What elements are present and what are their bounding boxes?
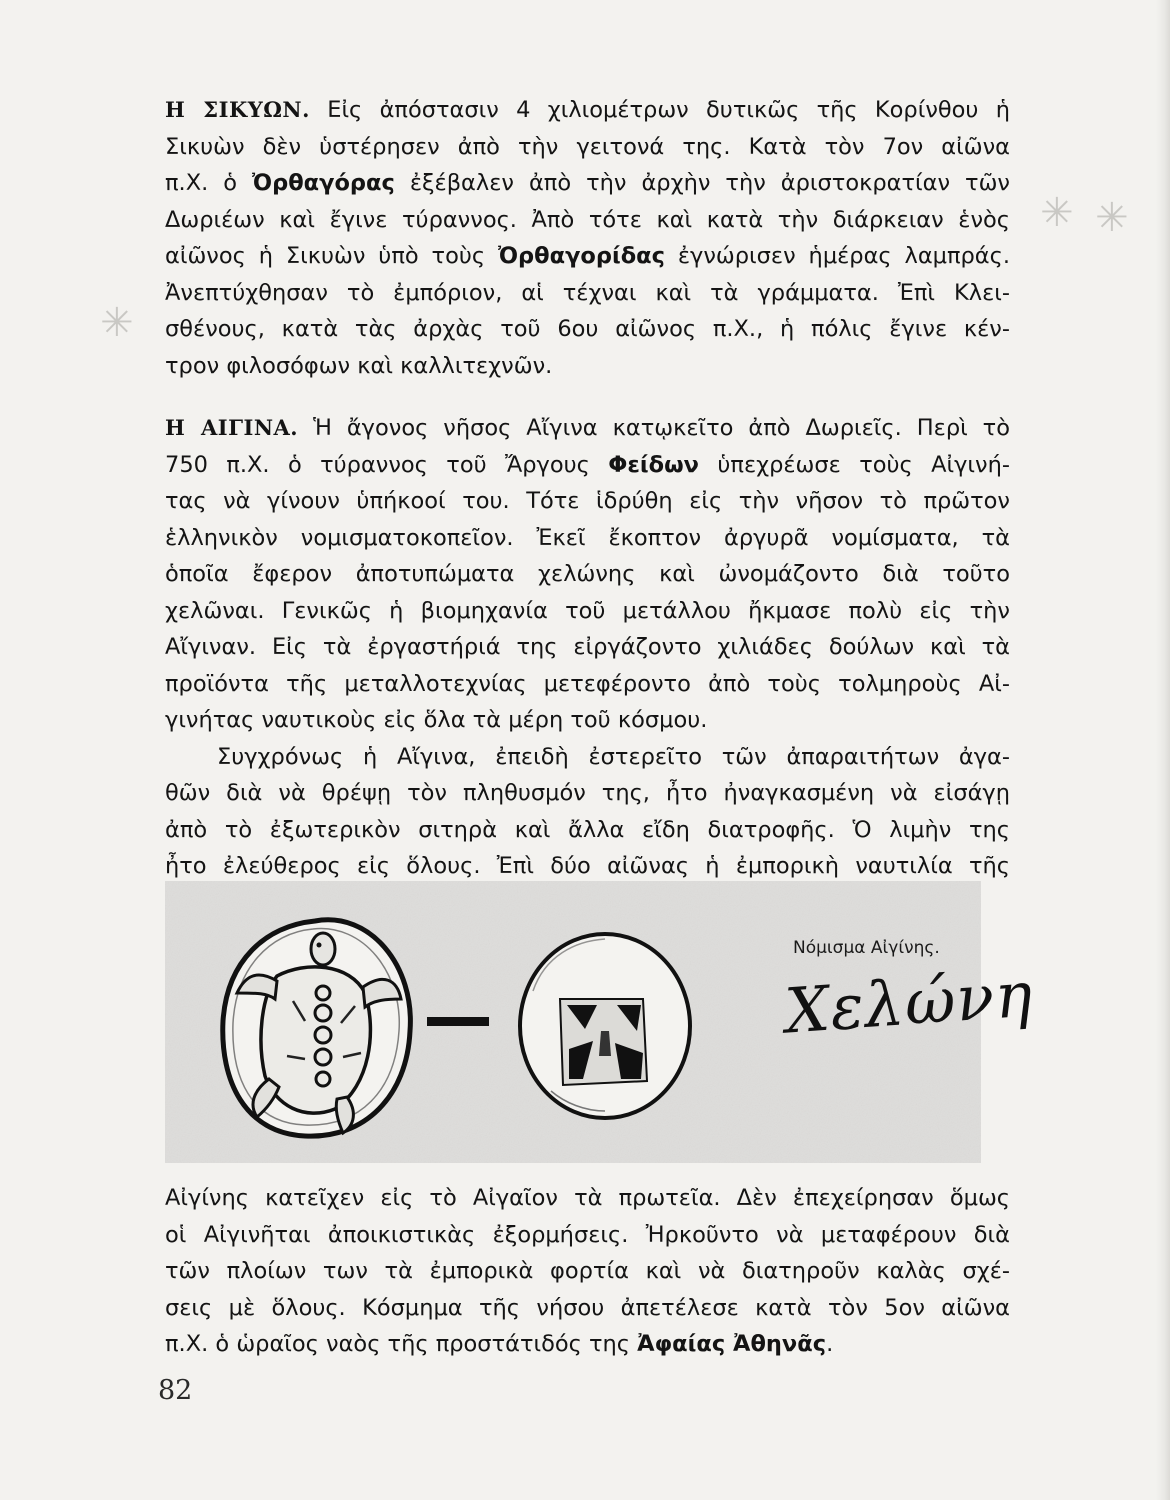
text-line [165,410,1010,447]
name-orthagoras: Ὀρθαγόρας [252,170,395,196]
turtle-coin-obverse [223,920,411,1136]
name-pheidon: Φείδων [608,451,700,478]
text-line: σεις μὲ ὅλους. Κόσμημα τῆς νήσου ἀπετέλεσε κατὰ τὸν 5ον αἰῶνα [165,1294,1010,1321]
text-line: Συγχρόνως ἡ Αἴγινα, ἐπειδὴ ἐστερεῖτο τῶν ἀπαραιτήτων ἀγα- [217,743,1010,770]
text-line: θῶν διὰ νὰ θρέψῃ τὸν πληθυσμόν της, ἦτο ἠναγκασμένη νὰ εἰσάγῃ [165,780,1010,806]
bleed-through-mark: ✳ [100,300,134,346]
text-span: 750 π.Χ. ὁ τύραννος τοῦ Ἄργους [165,451,609,478]
text-line: τρον φιλοσόφων καὶ καλλιτεχνῶν. [165,352,553,379]
text-line: ἑλληνικὸν νομισματοκοπεῖον. Ἐκεῖ ἔκοπτον ἀργυρᾶ νομίσματα, τὰ [165,524,1010,551]
dash-connector [427,1017,489,1026]
text-span: ἐξέβαλεν ἀπὸ τὴν ἀρχὴν τὴν ἀριστοκρατίαν τῶν [394,170,1010,196]
coin-figure [165,881,1036,1163]
text-line: Αἴγιναν. Εἰς τὰ ἐργαστήριά της εἰργάζοντο χιλιάδες δούλων καὶ τὰ [165,634,1010,660]
text-span: π.Χ. ὁ [165,170,253,196]
paragraph-sikyon [165,92,1010,384]
text-line [165,92,1010,129]
text-span: Ἡ ἄγονος νῆσος Αἴγινα κατῳκεῖτο ἀπὸ Δωριεῖς. Περὶ τὸ [298,415,1010,441]
paragraph-aigina [165,410,1010,885]
text-line: ὁποῖα ἔφερον ἀποτυπώματα χελώνης καὶ ὠνομάζοντο διὰ τοῦτο [165,561,1010,587]
text-span: αἰῶνος ἡ Σικυὼν ὑπὸ τοὺς [165,243,498,269]
text-line: γινήτας ναυτικοὺς εἰς ὅλα τὰ μέρη τοῦ κόσμου. [165,707,708,733]
section-heading-aigina: Η ΑΙΓΙΝΑ. [165,415,299,440]
text-line: Δωριέων καὶ ἔγινε τύραννος. Ἀπὸ τότε καὶ κατὰ τὴν διάρκειαν ἑνὸς [165,206,1010,233]
text-line: τας νὰ γίνουν ὑπήκοοί του. Τότε ἱδρύθη εἰς τὴν νῆσον τὸ πρῶτον [165,488,1010,514]
text-line: οἱ Αἰγινῆται ἀποικιστικὰς ἐξορμήσεις. Ἠρκοῦντο νὰ μεταφέρουν διὰ [165,1221,1010,1248]
text-span: ὑπεχρέωσε τοὺς Αἰγινή- [699,451,1010,478]
text-line [165,238,1010,275]
text-line [165,447,1010,484]
bleed-through-mark: ✳ [1040,190,1074,236]
text-line: χελῶναι. Γενικῶς ἡ βιομηχανία τοῦ μετάλλου ἤκμασε πολὺ εἰς τὴν [165,597,1010,624]
text-line: ἦτο ἐλεύθερος εἰς ὅλους. Ἐπὶ δύο αἰῶνας ἡ ἐμπορικὴ ναυτιλία τῆς [165,853,1010,879]
page-edge-shadow [1156,0,1170,1500]
text-span: π.Χ. ὁ ὡραῖος ναὸς τῆς προστάτιδός της [165,1331,638,1357]
figure-caption: Νόμισμα Αἰγίνης. [793,938,940,958]
text-line: ἀπὸ τὸ ἐξωτερικὸν σιτηρὰ καὶ ἄλλα εἴδη διατροφῆς. Ὁ λιμὴν της [165,816,1010,843]
handwritten-annotation: Χελώνη [782,957,1036,1048]
text-line [165,1326,1010,1363]
text-span: Εἰς ἀπόστασιν 4 χιλιομέτρων δυτικῶς τῆς Κορίνθου ἡ [309,97,1011,123]
text-line [165,165,1010,202]
text-line: Σικυὼν δὲν ὑστέρησεν ἀπὸ τὴν γειτονά της. Κατὰ τὸν 7ον αἰῶνα [165,133,1010,160]
text-line: τῶν πλοίων των τὰ ἐμπορικὰ φορτία καὶ νὰ διατηροῦν καλὰς σχέ- [165,1258,1010,1284]
text-line: Αἰγίνης κατεῖχεν εἰς τὸ Αἰγαῖον τὰ πρωτεῖα. Δὲν ἐπεχείρησαν ὅμως [165,1185,1010,1211]
text-line: προϊόντα τῆς μεταλλοτεχνίας μετεφέροντο ἀπὸ τοὺς τολμηροὺς Αἰ- [165,670,1010,697]
text-line: σθένους, κατὰ τὰς ἀρχὰς τοῦ 6ου αἰῶνος π.Χ., ἡ πόλις ἔγινε κέν- [165,316,1010,342]
text-span: . [826,1331,834,1357]
incuse-coin-reverse [520,934,690,1118]
section-heading-sikyon: Η ΣΙΚΥΩΝ. [165,97,310,122]
bleed-through-mark: ✳ [1095,195,1129,241]
text-span: ἐγνώρισεν ἡμέρας λαμπράς. [664,243,1010,269]
name-aphaia-athena: Ἀφαίας Ἀθηνᾶς [637,1331,827,1357]
name-orthagorides: Ὀρθαγορίδας [497,243,665,269]
page-number: 82 [158,1375,193,1406]
text-line: Ἀνεπτύχθησαν τὸ ἐμπόριον, αἱ τέχναι καὶ τὰ γράμματα. Ἐπὶ Κλει- [165,279,1010,306]
paragraph-continuation [165,1180,1010,1363]
